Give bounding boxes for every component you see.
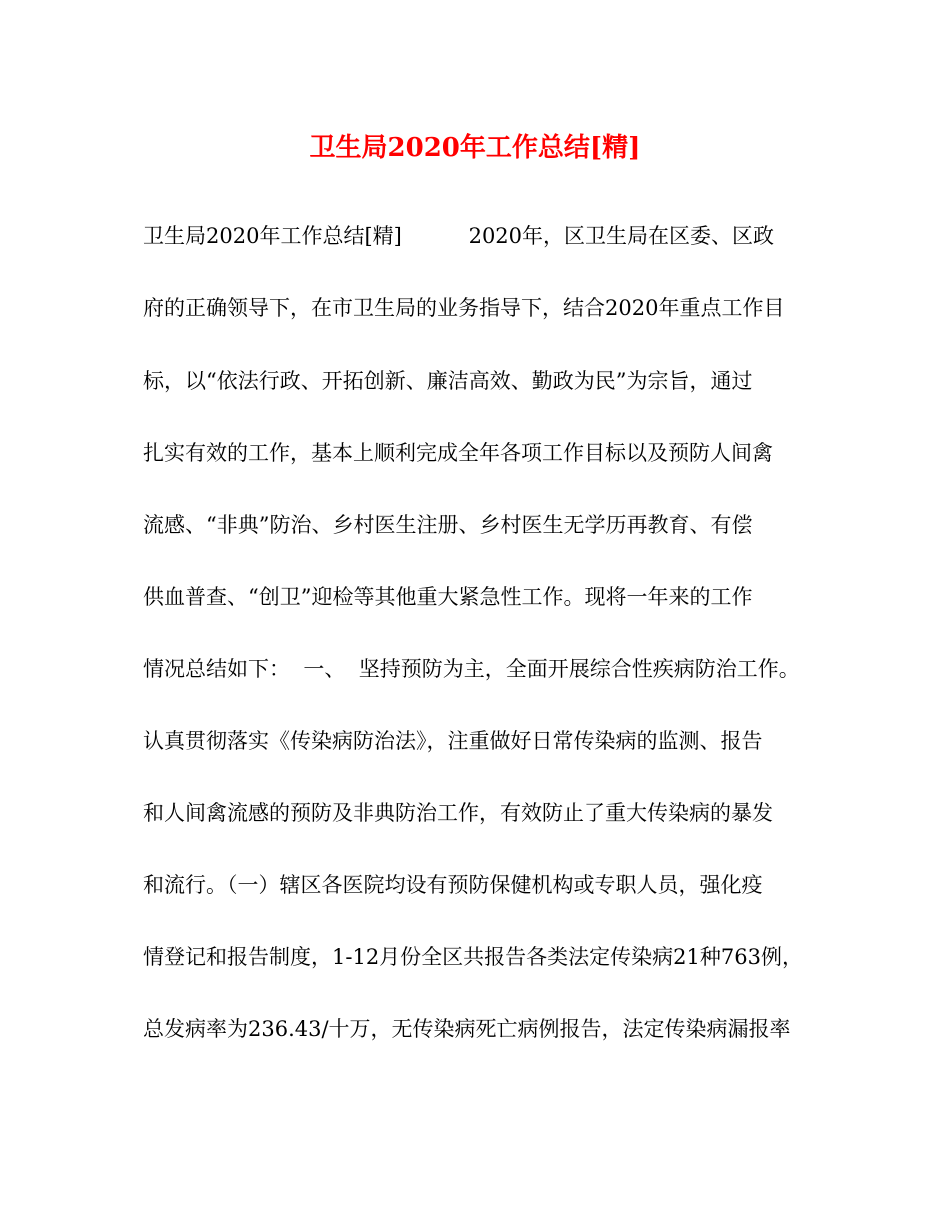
body-line: 府的正确领导下，在市卫生局的业务指导下，结合2020年重点工作目 bbox=[143, 296, 785, 320]
body-line: 流感、“非典”防治、乡村医生注册、乡村医生无学历再教育、有偿 bbox=[143, 513, 753, 537]
body-line: 和流行。（一）辖区各医院均设有预防保健机构或专职人员，强化疫 bbox=[143, 873, 763, 897]
document-title: 卫生局2020年工作总结[精] bbox=[309, 133, 641, 163]
body-line: 供血普查、“创卫”迎检等其他重大紧急性工作。现将一年来的工作 bbox=[143, 585, 753, 609]
body-line: 认真贯彻落实《传染病防治法》，注重做好日常传染病的监测、报告 bbox=[143, 729, 763, 753]
body-line: 情况总结如下： 一、 坚持预防为主，全面开展综合性疾病防治工作。 bbox=[143, 657, 800, 681]
body-line: 扎实有效的工作，基本上顺利完成全年各项工作目标以及预防人间禽 bbox=[143, 441, 773, 465]
body-line: 情登记和报告制度，1-12月份全区共报告各类法定传染病21种763例， bbox=[143, 945, 803, 969]
body-line: 总发病率为236.43/十万，无传染病死亡病例报告，法定传染病漏报率 bbox=[143, 1017, 791, 1041]
body-line: 和人间禽流感的预防及非典防治工作，有效防止了重大传染病的暴发 bbox=[143, 801, 773, 825]
body-line: 卫生局2020年工作总结[精] 2020年，区卫生局在区委、区政 bbox=[143, 224, 775, 248]
body-line: 标，以“依法行政、开拓创新、廉洁高效、勤政为民”为宗旨，通过 bbox=[143, 369, 753, 393]
